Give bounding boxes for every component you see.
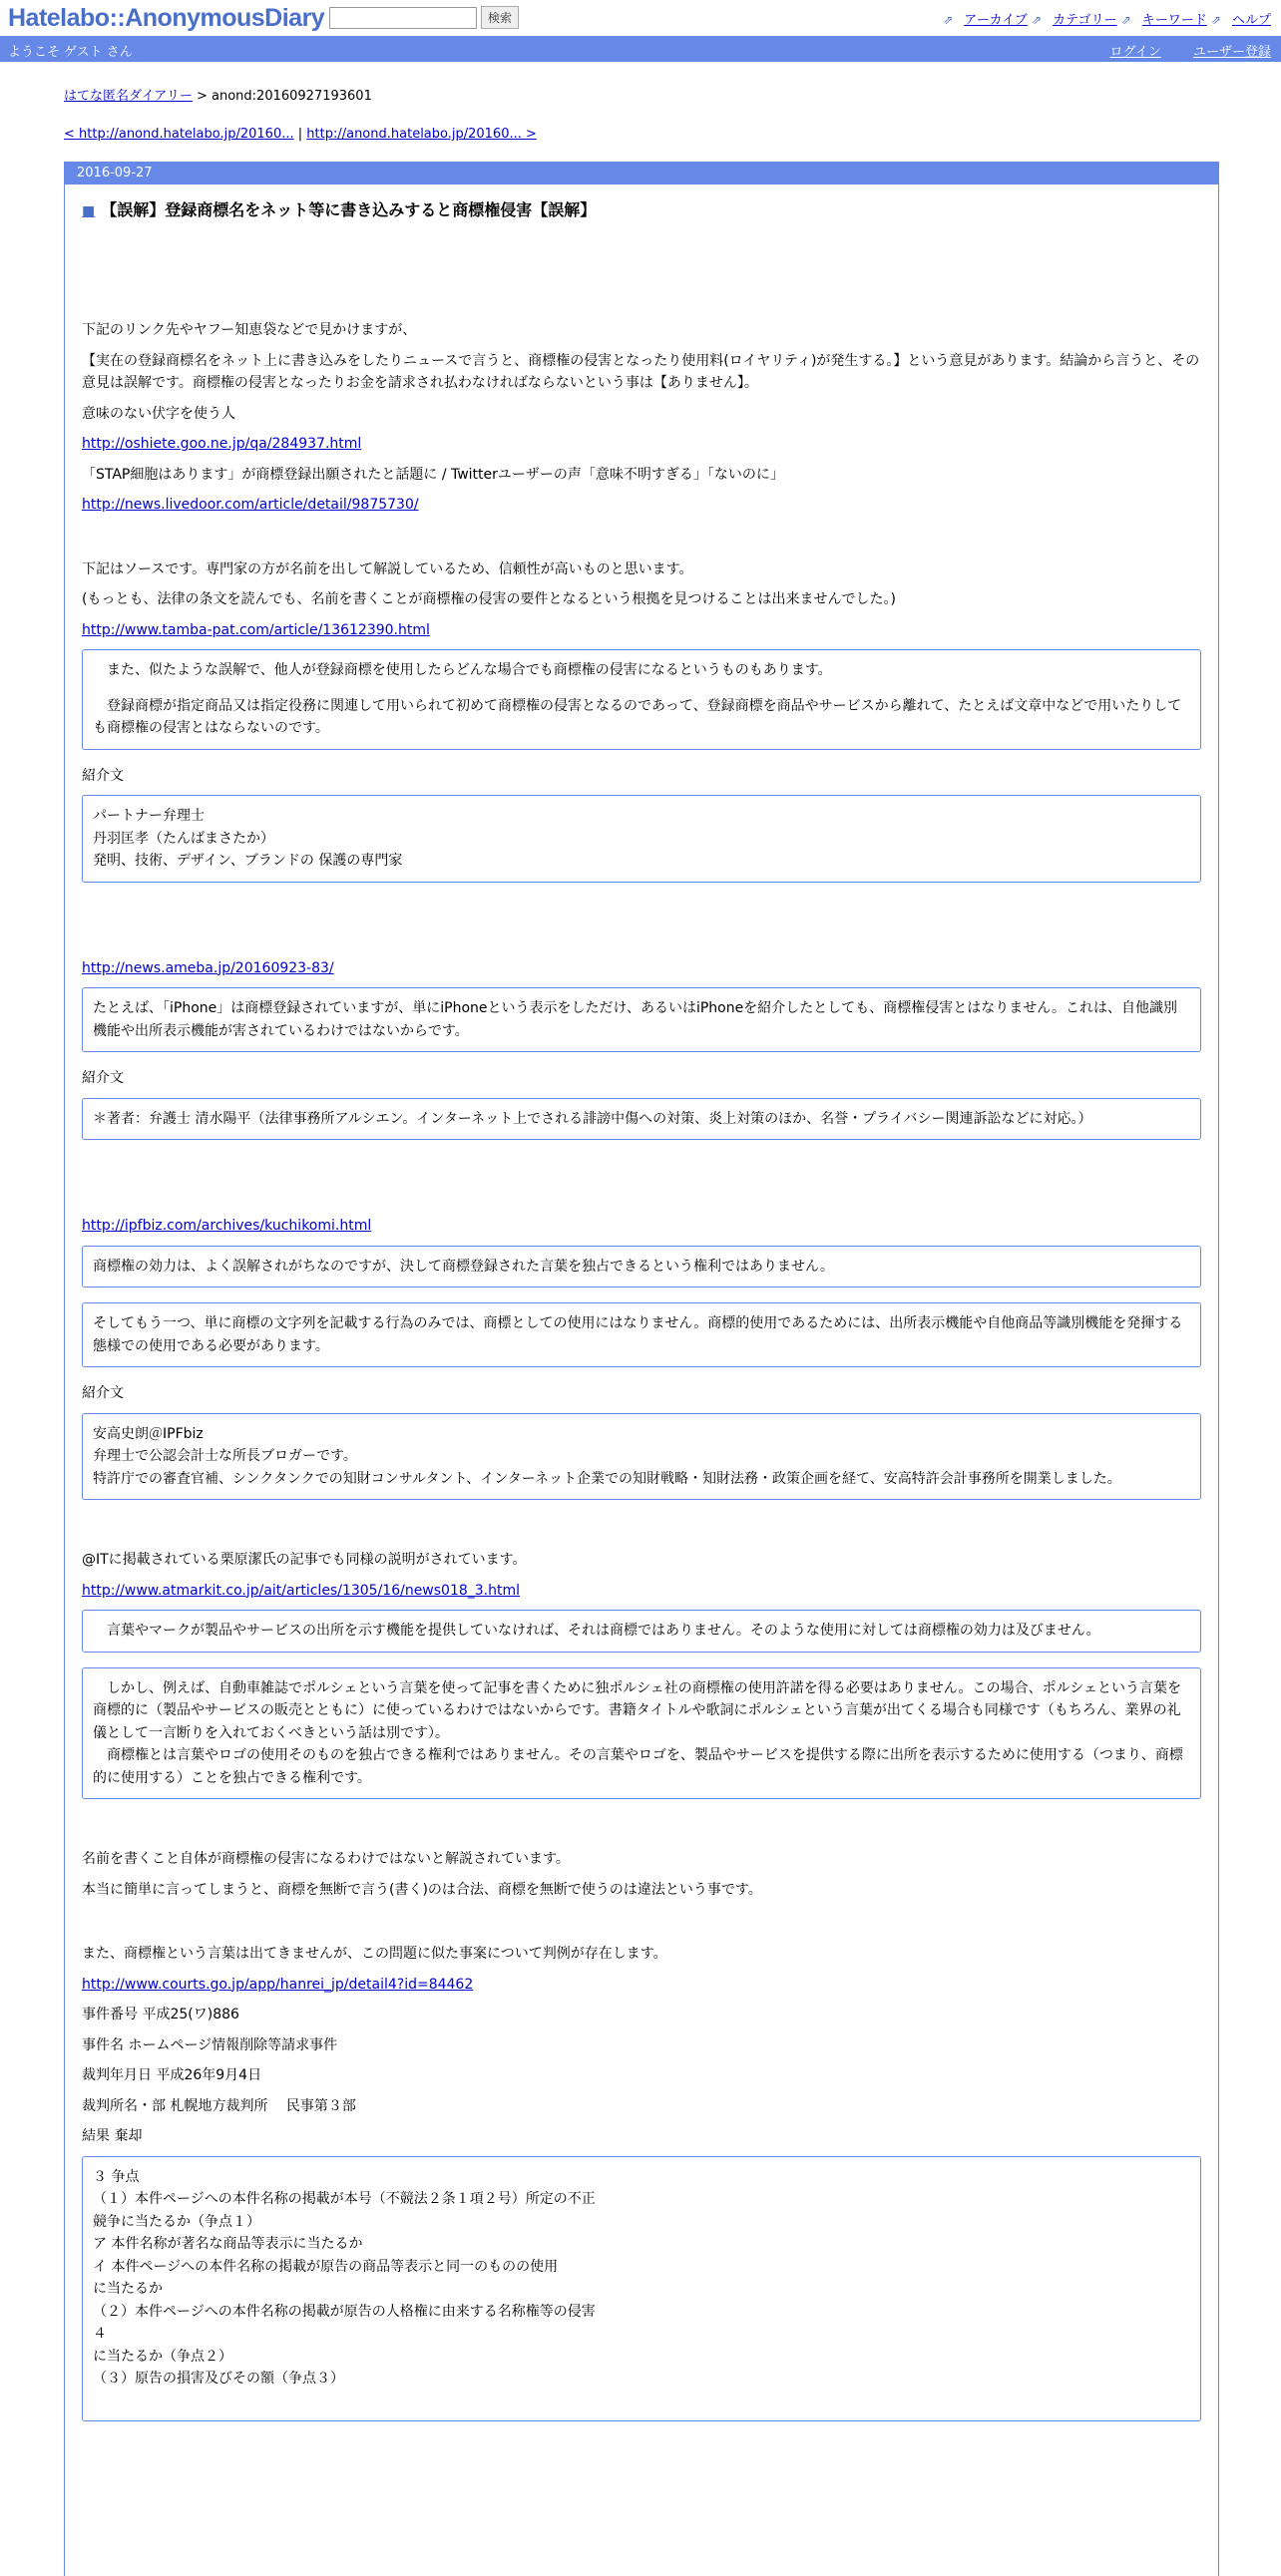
quote-text: たとえば、「iPhone」は商標登録されていますが、単にiPhoneという表示をしただけ、あるいはiPhoneを紹介したとしても、商標権侵害とはなりません。これは、自他識別機能や出所表示機能が害されているわけではないからです。 <box>93 1000 1178 1039</box>
quote-line: （２）本件ページへの本件名称の掲載が原告の人格権に由来する名称権等の侵害 <box>93 2303 596 2320</box>
quote-line: 競争に当たるか（争点１） <box>93 2213 260 2230</box>
next-entry-link[interactable]: http://anond.hatelabo.jp/20160... > <box>306 127 537 142</box>
quote-text: パートナー弁理士 <box>93 808 205 824</box>
quote-text: そしてもう一つ、単に商標の文字列を記載する行為のみでは、商標としての使用にはなりません。商標的使用であるためには、出所表示機能や自他商品等識別機能を発揮する態様での使用である必要があります。 <box>93 1315 1183 1354</box>
source-link[interactable]: http://news.ameba.jp/20160923-83/ <box>82 959 334 976</box>
entry-title <box>82 198 1201 223</box>
quote-line: に当たるか（争点２） <box>93 2348 232 2365</box>
breadcrumb <box>64 85 372 104</box>
quote-text: 商標権の効力は、よく誤解されがちなのですが、決して商標登録された言葉を独占できるという権利ではありません。 <box>93 1258 834 1275</box>
source-link[interactable]: http://www.courts.go.jp/app/hanrei_jp/detail4?id=84462 <box>82 1976 474 1993</box>
paragraph: 名前を書くこと自体が商標権の侵害になるわけではないと解説されています。 <box>82 1851 570 1867</box>
paragraph: 下記のリンク先やヤフー知恵袋などで見かけますが、 <box>82 322 417 338</box>
quote-line: （３）原告の損害及びその額（争点３） <box>93 2371 344 2387</box>
quote-text: 発明、技術、デザイン、ブランドの 保護の専門家 <box>93 853 403 869</box>
arrow-icon: ⇗ <box>1032 13 1043 27</box>
paragraph: (もっとも、法律の条文を読んでも、名前を書くことが商標権の侵害の要件となるという根拠を見つけることは出来ませんでした。) <box>82 591 896 607</box>
entry-title-text: 【誤解】登録商標名をネット等に書き込みすると商標権侵害【誤解】 <box>101 200 597 219</box>
quote-line: （１）本件ページへの本件名称の掲載が本号（不競法２条１項２号）所定の不正 <box>93 2191 596 2207</box>
entry-body <box>65 184 1218 2421</box>
paragraph: 【実在の登録商標名をネット上に書き込みをしたりニュースで言うと、商標権の侵害となったり使用料(ロイヤリティ)が発生する。】という意見があります。結論から言うと、その意見は誤解です。商標権の侵害となったりお金を請求され払わなければならないという事は【ありません】。 <box>82 352 1200 391</box>
source-link[interactable]: http://www.atmarkit.co.jp/ait/articles/1305/16/news018_3.html <box>82 1582 521 1599</box>
day-date: 2016-09-27 <box>65 163 1218 184</box>
quote-line: イ 本件ページへの本件名称の掲載が原告の商品等表示と同一のものの使用 <box>93 2258 559 2275</box>
blockquote <box>82 1610 1201 1653</box>
paragraph: 意味のない伏字を使う人 <box>82 405 235 422</box>
category-link[interactable]: カテゴリー <box>1053 13 1117 28</box>
case-info: 結果 棄却 <box>82 2128 143 2144</box>
quote-line: ４ <box>93 2326 107 2342</box>
quote-line: ア 本件名称が著名な商品等表示に当たるか <box>93 2236 363 2252</box>
case-info: 裁判所名・部 札幌地方裁判所 民事第３部 <box>82 2097 356 2114</box>
prev-entry-link[interactable]: < http://anond.hatelabo.jp/20160... <box>64 127 294 142</box>
source-link[interactable]: http://ipfbiz.com/archives/kuchikomi.html <box>82 1218 372 1234</box>
intro-label: 紹介文 <box>82 767 124 784</box>
blockquote <box>82 1667 1201 1800</box>
quote-line: ３ 争点 <box>93 2168 140 2185</box>
keyword-link[interactable]: キーワード <box>1141 13 1207 28</box>
paragraph: 下記はソースです。専門家の方が名前を出して解説しているため、信頼性が高いものと思います。 <box>82 560 693 577</box>
source-link[interactable]: http://www.tamba-pat.com/article/13612390.html <box>82 621 430 638</box>
quote-text: 商標権とは言葉やロゴの使用そのものを独占できる権利ではありません。その言葉やロゴを、製品やサービスを提供する際に出所を表示するために使用する（つまり、商標的に使用する）ことを独占できる権利です。 <box>93 1747 1183 1786</box>
quote-text: 弁理士で公認会計士な所長ブロガーです。 <box>93 1448 357 1464</box>
paragraph: @ITに掲載されている栗原潔氏の記事でも同様の説明がされています。 <box>82 1552 527 1568</box>
quote-text: 言葉やマークが製品やサービスの出所を示す機能を提供していなければ、それは商標ではありません。そのような使用に対しては商標権の効力は及びません。 <box>107 1623 1100 1639</box>
intro-label: 紹介文 <box>82 1385 124 1401</box>
arrow-icon: ⇗ <box>1210 13 1221 27</box>
case-info: 事件番号 平成25(ワ)886 <box>82 2007 239 2023</box>
paragraph: 本当に簡単に言ってしまうと、商標を無断で言う(書く)のは合法、商標を無断で使うのは違法という事です。 <box>82 1881 762 1898</box>
intro-label: 紹介文 <box>82 1070 124 1086</box>
arrow-icon: ⇗ <box>943 13 954 27</box>
source-link[interactable]: http://oshiete.goo.ne.jp/qa/284937.html <box>82 436 362 452</box>
arrow-icon: ⇗ <box>1120 13 1131 27</box>
day-section <box>64 162 1219 2576</box>
quote-text: また、似たような誤解で、他人が登録商標を使用したらどんな場合でも商標権の侵害になるというものもあります。 <box>107 662 832 678</box>
breadcrumb-current: anond:20160927193601 <box>212 89 372 104</box>
case-info: 事件名 ホームページ情報削除等請求事件 <box>82 2036 338 2053</box>
breadcrumb-home-link[interactable]: はてな匿名ダイアリー <box>64 89 193 104</box>
blockquote <box>82 1098 1201 1141</box>
quote-text: ＊著者：弁護士 清水陽平（法律事務所アルシエン。インターネット上でされる誹謗中傷への対策、炎上対策のほか、名誉・プライバシー関連訴訟などに対応。） <box>93 1110 1092 1127</box>
register-link[interactable]: ユーザー登録 <box>1192 45 1271 60</box>
blockquote <box>82 1246 1201 1288</box>
breadcrumb-separator: > <box>192 89 213 104</box>
blockquote <box>82 649 1201 750</box>
case-info: 裁判年月日 平成26年9月4日 <box>82 2067 262 2083</box>
welcome-bar <box>0 36 1281 62</box>
login-link[interactable]: ログイン <box>1109 45 1161 60</box>
quote-text: 特許庁での審査官補、シンクタンクでの知財コンサルタント、インターネット企業での知財戦略・知財法務・政策企画を経て、安高特許会計事務所を開業しました。 <box>93 1470 1121 1487</box>
quote-text: 丹羽匡孝（たんばまさたか） <box>93 830 274 847</box>
blockquote <box>82 987 1201 1052</box>
blockquote <box>82 795 1201 883</box>
header <box>0 0 1281 36</box>
archive-link[interactable]: アーカイブ <box>964 13 1028 28</box>
welcome-text: ようこそ ゲスト さん <box>8 45 133 60</box>
search-input[interactable] <box>329 7 477 29</box>
permalink-icon[interactable]: ■ <box>82 203 96 219</box>
search-button[interactable]: 検索 <box>481 6 519 29</box>
site-logo[interactable]: Hatelabo::AnonymousDiary <box>8 4 325 32</box>
blockquote <box>82 1302 1201 1367</box>
quote-text: しかし、例えば、自動車雑誌でポルシェという言葉を使って記事を書くために独ポルシェ社の商標権の使用許諾を得る必要はありません。この場合、ポルシェという言葉を商標的に（製品やサービスの販売とともに）に使っているわけではないからです。書籍タイトルや歌詞にポルシェという言葉が出てくる場合も同様です（もちろん、業界の礼儀として一言断りを入れておくべきという話は別です）。 <box>93 1679 1181 1741</box>
quote-text: 登録商標が指定商品又は指定役務に関連して用いられて初めて商標権の侵害となるのであって、登録商標を商品やサービスから離れて、たとえば文章中などで用いたりしても商標権の侵害とはならないのです。 <box>93 697 1182 736</box>
source-link[interactable]: http://news.livedoor.com/article/detail/9875730/ <box>82 497 419 513</box>
paragraph: 「STAP細胞はあります」が商標登録出願されたと話題に / Twitterユーザーの声「意味不明すぎる」「ないのに」 <box>82 466 784 483</box>
header-links <box>943 9 1271 28</box>
help-link[interactable]: ヘルプ <box>1231 13 1271 28</box>
paragraph: また、商標権という言葉は出てきませんが、この問題に似た事案について判例が存在します。 <box>82 1946 667 1962</box>
blockquote <box>82 2156 1201 2421</box>
pager <box>64 127 537 142</box>
pager-separator: | <box>293 127 307 142</box>
quote-text: 安高史朗＠IPFbiz <box>93 1425 204 1442</box>
quote-line: に当たるか <box>93 2281 163 2297</box>
blockquote <box>82 1413 1201 1501</box>
